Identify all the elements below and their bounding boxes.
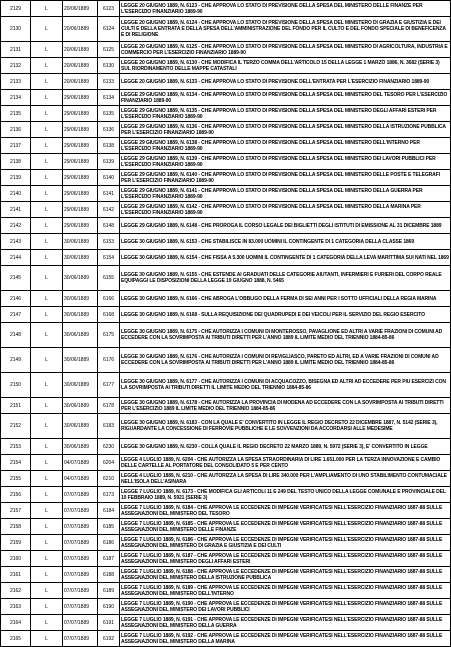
table-row xyxy=(1,535,451,551)
record-number: 2153 xyxy=(1,439,31,455)
record-description: LEGGE 7 LUGLIO 1889, N. 6184 - CHE APPROVA LE ECCEDENZE DI IMPEGNI VERIFICATESI NELL'ESERCIZIO FINANZIARIO 1887-88 SULLE ASSEGNAZIONI DEL MINISTERO DEL TESORO xyxy=(120,503,451,519)
table-row xyxy=(1,291,451,307)
record-reference: 6189 xyxy=(98,583,120,599)
record-type: L xyxy=(31,266,63,291)
record-description: LEGGE 20 GIUGNO 1889, N. 6124 - CHE APPROVA LO STATO DI PREVISIONE DELLA SPESA DEL MINISTERO DI GRAZIA E GIUSTIZIA E DEI CULTI E DELLA ENTRATA E DELLA SPESA DELL'AMMINISTRAZIONE DEL FONDO PER IL CULTO E DEL FONDO SPECIALE DI BENEFICENZA E DI RELIGIONE xyxy=(120,17,451,42)
record-date: 29/06/1889 xyxy=(63,138,98,154)
table-row xyxy=(1,503,451,519)
record-number: 2152 xyxy=(1,414,31,439)
record-date: 30/06/1889 xyxy=(63,414,98,439)
record-reference: 6175 xyxy=(98,323,120,348)
record-number: 2133 xyxy=(1,74,31,90)
record-number: 2150 xyxy=(1,373,31,398)
record-description: LEGGE 30 GIUGNO 1889, N. 6178 - CHE AUTORIZZA LA PROVINCIA DI MODENA AD ECCEDERE CON LA SOVRIMPOSTA AI TRIBUTI DIRETTI PER L'ESERCIZIO 1889 IL LIMITE MEDIO DEL TRIENNIO 1884-85-86 xyxy=(120,398,451,414)
record-type: L xyxy=(31,138,63,154)
record-description: LEGGE 29 GIUGNO 1889, N. 6136 - CHE APPROVA LO STATO DI PREVISIONE DELLA SPESA DEL MINISTERO DELLA ISTRUZIONE PUBBLICA PER L'ESERCIZIO FINANZIARIO 1889-90 xyxy=(120,122,451,138)
record-number: 2136 xyxy=(1,122,31,138)
record-description: LEGGE 30 GIUGNO 1889, N. 6175 - CHE AUTORIZZA I COMUNI DI MONTEROSSO, PAVAGLIONE ED ALTRI A VARIE FRAZIONI DI COMUNI AD ECCEDERE CON LA SOVRIMPOSTA AI TRIBUTI DIRETTI PER L'ANNO 1889 IL LIMITE MEDIO DEL TRIENNIO 1884-85-86 xyxy=(120,323,451,348)
record-reference: 6230 xyxy=(98,439,120,455)
table-row xyxy=(1,615,451,631)
record-reference: 6139 xyxy=(98,154,120,170)
record-type: L xyxy=(31,186,63,202)
record-reference: 6176 xyxy=(98,348,120,373)
record-number: 2149 xyxy=(1,348,31,373)
table-row xyxy=(1,42,451,58)
table-row xyxy=(1,439,451,455)
table-row xyxy=(1,90,451,106)
record-date: 29/06/1889 xyxy=(63,122,98,138)
record-date: 30/06/1889 xyxy=(63,373,98,398)
record-description: LEGGE 30 GIUGNO 1889, N. 6154 - CHE FISSA A 5.300 UOMINI IL CONTINGENTE DI 1 CATEGORIA DELLA LEVA MARITTIMA SUI NATI NEL 1869 xyxy=(120,250,451,266)
record-date: 07/07/1889 xyxy=(63,599,98,615)
record-reference: 6138 xyxy=(98,138,120,154)
record-number: 2131 xyxy=(1,42,31,58)
record-date: 07/07/1889 xyxy=(63,583,98,599)
table-row xyxy=(1,202,451,218)
record-number: 2138 xyxy=(1,154,31,170)
table-row xyxy=(1,154,451,170)
record-date: 29/06/1889 xyxy=(63,218,98,234)
record-number: 2142 xyxy=(1,218,31,234)
record-description: LEGGE 7 LUGLIO 1889, N. 6190 - CHE APPROVA LE ECCEDENZE DI IMPEGNI VERIFICATESI NELL'ESERCIZIO FINANZIARIO 1887-88 SULLE ASSEGNAZIONI DEL MINISTERO DEI LAVORI PUBBLICI xyxy=(120,599,451,615)
record-description: LEGGE 7 LUGLIO 1889, N. 6192 - CHE APPROVA LE ECCEDENZE DI IMPEGNI VERIFICATESI NELL'ESERCIZIO FINANZIARIO 1887-88 SULLE ASSEGNAZIONI DEL MINISTERO DELLA MARINA xyxy=(120,631,451,647)
record-date: 07/07/1889 xyxy=(63,615,98,631)
record-description: LEGGE 29 GIUGNO 1889, N. 6139 - CHE APPROVA LO STATO DI PREVISIONE DELLA SPESA DEL MINISTERO DEI LAVORI PUBBLICI PER L'ESERCIZIO FINANZIARIO 1889-90 xyxy=(120,154,451,170)
record-number: 2144 xyxy=(1,250,31,266)
record-number: 2165 xyxy=(1,631,31,647)
record-type: L xyxy=(31,414,63,439)
record-reference: 6155 xyxy=(98,266,120,291)
table-row xyxy=(1,234,451,250)
record-date: 07/07/1889 xyxy=(63,519,98,535)
table-row xyxy=(1,373,451,398)
record-type: L xyxy=(31,106,63,122)
record-type: L xyxy=(31,487,63,503)
record-number: 2132 xyxy=(1,58,31,74)
record-reference: 6141 xyxy=(98,186,120,202)
record-number: 2141 xyxy=(1,202,31,218)
record-type: L xyxy=(31,250,63,266)
record-reference: 6142 xyxy=(98,202,120,218)
record-date: 04/07/1889 xyxy=(63,455,98,471)
record-type: L xyxy=(31,42,63,58)
record-number: 2157 xyxy=(1,503,31,519)
record-number: 2162 xyxy=(1,583,31,599)
record-description: LEGGE 30 GIUGNO 1889, N. 6168 - SULLA REQUISIZIONE DEI QUADRUPEDI E DEI VEICOLI PER IL SERVIZIO DEL REGIO ESERCITO xyxy=(120,307,451,323)
record-date: 07/07/1889 xyxy=(63,551,98,567)
record-description: LEGGE 30 GIUGNO 1889, N. 6153 - CHE STABILISCE IN 83.000 UOMINI IL CONTINGENTE DI 1 CATEGORIA DELLA CLASSE 1869 xyxy=(120,234,451,250)
record-reference: 6187 xyxy=(98,551,120,567)
table-row xyxy=(1,307,451,323)
record-reference: 6154 xyxy=(98,250,120,266)
record-number: 2135 xyxy=(1,106,31,122)
record-number: 2139 xyxy=(1,170,31,186)
record-type: L xyxy=(31,291,63,307)
table-row xyxy=(1,398,451,414)
record-number: 2154 xyxy=(1,455,31,471)
record-date: 30/06/1889 xyxy=(63,291,98,307)
record-number: 2146 xyxy=(1,291,31,307)
table-row xyxy=(1,487,451,503)
table-row xyxy=(1,1,451,17)
record-number: 2129 xyxy=(1,1,31,17)
record-description: LEGGE 7 LUGLIO 1889, N. 6189 - CHE APPROVA LE ECCEDENZE DI IMPEGNI VERIFICATESI NELL'ESERCIZIO FINANZIARIO 1887-88 SULLE ASSEGNAZIONI DEL MINISTERO DELL'INTERNO xyxy=(120,583,451,599)
record-date: 30/06/1889 xyxy=(63,307,98,323)
table-row xyxy=(1,186,451,202)
record-date: 20/06/1889 xyxy=(63,17,98,42)
record-reference: 6184 xyxy=(98,503,120,519)
record-reference: 6190 xyxy=(98,599,120,615)
record-number: 2137 xyxy=(1,138,31,154)
record-description: LEGGE 30 GIUGNO 1889, N. 6230 - COLLA QUALE IL REGIO DECRETO 22 MARZO 1889, N. 5972 (SERIE 3), E' CONVERTITO IN LEGGE xyxy=(120,439,451,455)
record-number: 2160 xyxy=(1,551,31,567)
record-number: 2140 xyxy=(1,186,31,202)
table-row xyxy=(1,323,451,348)
table-row xyxy=(1,170,451,186)
record-type: L xyxy=(31,58,63,74)
table-row xyxy=(1,74,451,90)
record-reference: 6168 xyxy=(98,307,120,323)
record-description: LEGGE 7 LUGLIO 1889, N. 6185 - CHE APPROVA LE ECCEDENZE DI IMPEGNI VERIFICATESI NELL'ESERCIZIO FINANZIARIO 1887-88 SULLE ASSEGNAZIONI DEL MINISTERO DELLE FINANZE xyxy=(120,519,451,535)
record-number: 2156 xyxy=(1,487,31,503)
record-reference: 6134 xyxy=(98,90,120,106)
table-row xyxy=(1,58,451,74)
record-description: LEGGE 7 LUGLIO 1889, N. 6187 - CHE APPROVA LE ECCEDENZE DI IMPEGNI VERIFICATESI NELL'ESERCIZIO FINANZIARIO 1887-88 SULLE ASSEGNAZIONI DEL MINISTERO DEGLI AFFARI ESTERI xyxy=(120,551,451,567)
record-number: 2158 xyxy=(1,519,31,535)
table-row xyxy=(1,348,451,373)
record-type: L xyxy=(31,398,63,414)
record-description: LEGGE 30 GIUGNO 1889, N. 6177 - CHE AUTORIZZA I COMUNI DI ACQUACOZZO, BISEGNA ED ALTRI AD ECCEDERE PER PIU ESERCIZI CON LA SOVRIMPOSTA AI TRIBUTI DIRETTI IL LIMITE MEDIO DEL TRIENNIO 1884-85-86 xyxy=(120,373,451,398)
record-type: L xyxy=(31,218,63,234)
record-reference: 6210 xyxy=(98,471,120,487)
record-date: 30/06/1889 xyxy=(63,250,98,266)
record-type: L xyxy=(31,202,63,218)
record-reference: 6192 xyxy=(98,631,120,647)
record-reference: 6177 xyxy=(98,373,120,398)
record-date: 29/06/1889 xyxy=(63,154,98,170)
table-row xyxy=(1,414,451,439)
table-row xyxy=(1,122,451,138)
record-description: LEGGE 30 GIUGNO 1889, N. 6176 - CHE AUTORIZZA I COMUNI DI REVIGLIASCO, PARETO ED ALTRI, ED A VARIE FRAZIONI DI COMUNI AD ECCEDERE CON LA SOVRIMPOSTA AI TRIBUTI DIRETTI PER L'ANNO 1889 IL LIMITE MEDIO DEL TRIENNIO 1884-85-86 xyxy=(120,348,451,373)
record-date: 20/06/1889 xyxy=(63,1,98,17)
record-date: 20/06/1889 xyxy=(63,58,98,74)
record-type: L xyxy=(31,583,63,599)
record-number: 2163 xyxy=(1,599,31,615)
record-date: 07/07/1889 xyxy=(63,631,98,647)
record-reference: 6133 xyxy=(98,74,120,90)
table-row xyxy=(1,567,451,583)
table-row xyxy=(1,599,451,615)
legislation-table-body xyxy=(1,1,451,647)
table-row xyxy=(1,218,451,234)
record-type: L xyxy=(31,17,63,42)
table-row xyxy=(1,138,451,154)
record-reference: 6130 xyxy=(98,58,120,74)
record-number: 2130 xyxy=(1,17,31,42)
record-description: LEGGE 29 GIUGNO 1889, N. 6134 - CHE APPROVA LO STATO DI PREVISIONE DELLA SPESA DEL MINISTERO DEL TESORO PER L'ESERCIZIO FINANZIARIO 1889-90 xyxy=(120,90,451,106)
record-reference: 6125 xyxy=(98,42,120,58)
record-type: L xyxy=(31,471,63,487)
table-row xyxy=(1,583,451,599)
record-description: LEGGE 20 GIUGNO 1889, N. 6123 - CHE APPROVA LO STATO DI PREVISIONE DELLA SPESA DEL MINISTERO DELLE FINANZE PER L'ESERCIZIO FINANZIARIO 1889-90 xyxy=(120,1,451,17)
record-type: L xyxy=(31,90,63,106)
record-description: LEGGE 4 LUGLIO 1889, N. 6210 - CHE AUTORIZZA LA SPESA DI LIRE 340.000 PER L'AMPLIAMENTO DI UNO STABILIMENTO CONTUMACIALE NELL'ISOLA DELL'ASINARA xyxy=(120,471,451,487)
record-description: LEGGE 7 LUGLIO 1889, N. 6186 - CHE APPROVA LE ECCEDENZE DI IMPEGNI VERIFICATESI NELL'ESERCIZIO FINANZIARIO 1887-88 SULLE ASSEGNAZIONI DEL MINISTERO DI GRAZIA E GIUSTIZIA E DEI CULTI xyxy=(120,535,451,551)
record-description: LEGGE 7 LUGLIO 1889, N. 6173 - CHE MODIFICA GLI ARTICOLI 11 E 249 DEL TESTO UNICO DELLA LEGGE COMUNALE E PROVINCIALE DEL 10 FEBBRAIO 1889, N. 5921 (SERIE 3) xyxy=(120,487,451,503)
record-description: LEGGE 30 GIUGNO 1889, N. 6183 - CON LA QUALE E' CONVERTITO IN LEGGE IL REGIO DECRETO 22 DICEMBRE 1887, N. 5142 (SERIE 3), RIGUARDANTE LA CONCESSIONE DI FERROVIE PUBBLICHE E LE SOVVENZIONI DA ACCORDARSI ALLE MEDESIME xyxy=(120,414,451,439)
record-date: 20/06/1889 xyxy=(63,42,98,58)
table-row xyxy=(1,17,451,42)
record-description: LEGGE 7 LUGLIO 1889, N. 6191 - CHE APPROVA LE ECCEDENZE DI IMPEGNI VERIFICATESI NELL'ESERCIZIO FINANZIARIO 1887-88 SULLE ASSEGNAZIONI DEL MINISTERO DELLA GUERRA xyxy=(120,615,451,631)
record-date: 30/06/1889 xyxy=(63,398,98,414)
record-description: LEGGE 7 LUGLIO 1889, N. 6188 - CHE APPROVA LE ECCEDENZE DI IMPEGNI VERIFICATESI NELL'ESERCIZIO FINANZIARIO 1887-88 SULLE ASSEGNAZIONI DEL MINISTERO DELLA ISTRUZIONE PUBBLICA xyxy=(120,567,451,583)
record-date: 20/06/1889 xyxy=(63,74,98,90)
record-type: L xyxy=(31,307,63,323)
record-type: L xyxy=(31,323,63,348)
record-description: LEGGE 29 GIUGNO 1889, N. 6142 - CHE APPROVA LO STATO DI PREVISIONE DELLA SPESA DEL MINISTERO DELLA MARINA PER L'ESERCIZIO FINANZIARIO 1889-90 xyxy=(120,202,451,218)
record-reference: 6166 xyxy=(98,291,120,307)
record-number: 2134 xyxy=(1,90,31,106)
record-date: 29/06/1889 xyxy=(63,106,98,122)
record-type: L xyxy=(31,373,63,398)
record-date: 04/07/1889 xyxy=(63,471,98,487)
record-number: 2159 xyxy=(1,535,31,551)
record-type: L xyxy=(31,74,63,90)
record-type: L xyxy=(31,551,63,567)
table-row xyxy=(1,106,451,122)
record-type: L xyxy=(31,599,63,615)
record-date: 07/07/1889 xyxy=(63,567,98,583)
record-description: LEGGE 29 GIUGNO 1889, N. 6148 - CHE PROROGA IL CORSO LEGALE DEI BIGLIETTI DEGLI ISTITUTI DI EMISSIONE AL 31 DICEMBRE 1889 xyxy=(120,218,451,234)
record-description: LEGGE 29 GIUGNO 1889, N. 6138 - CHE APPROVA LO STATO DI PREVISIONE DELLA SPESA DEL MINISTERO DELL'INTERNO PER L'ESERCIZIO FINANZIARIO 1889-90 xyxy=(120,138,451,154)
record-type: L xyxy=(31,503,63,519)
record-reference: 6153 xyxy=(98,234,120,250)
record-type: L xyxy=(31,170,63,186)
record-type: L xyxy=(31,615,63,631)
record-type: L xyxy=(31,348,63,373)
record-reference: 6136 xyxy=(98,122,120,138)
record-reference: 6148 xyxy=(98,218,120,234)
record-description: LEGGE 29 GIUGNO 1889, N. 6141 - CHE APPROVA LO STATO DI PREVISIONE DELLA SPESA DEL MINISTERO DELLA GUERRA PER L'ESERCIZIO FINANZIARIO 1889-90 xyxy=(120,186,451,202)
record-number: 2145 xyxy=(1,266,31,291)
record-date: 29/06/1889 xyxy=(63,202,98,218)
record-date: 30/06/1889 xyxy=(63,234,98,250)
record-date: 30/06/1889 xyxy=(63,323,98,348)
table-row xyxy=(1,551,451,567)
record-number: 2155 xyxy=(1,471,31,487)
record-type: L xyxy=(31,455,63,471)
record-reference: 6123 xyxy=(98,1,120,17)
record-reference: 6173 xyxy=(98,487,120,503)
record-date: 29/06/1889 xyxy=(63,186,98,202)
record-reference: 6191 xyxy=(98,615,120,631)
record-date: 07/07/1889 xyxy=(63,487,98,503)
record-type: L xyxy=(31,234,63,250)
record-type: L xyxy=(31,535,63,551)
record-description: LEGGE 20 GIUGNO 1889, N. 6130 - CHE MODIFICA IL TERZO COMMA DELL'ARTICOLO 15 DELLA LEGGE 1 MARZO 1886, N. 3682 (SERIE 3) SUL RIORDINAMENTO DELLE MAPPE CATASTALI xyxy=(120,58,451,74)
record-type: L xyxy=(31,154,63,170)
record-type: L xyxy=(31,519,63,535)
record-type: L xyxy=(31,631,63,647)
record-date: 29/06/1889 xyxy=(63,170,98,186)
table-row xyxy=(1,631,451,647)
record-reference: 6188 xyxy=(98,567,120,583)
record-date: 07/07/1889 xyxy=(63,535,98,551)
record-description: LEGGE 4 LUGLIO 1889, N. 6204 - CHE AUTORIZZA LA SPESA STRAORDINARIA DI LIRE 1.651.000 PER LA TERZA INNOVAZIONE E CAMBIO DELLE CARTELLE AL PORTATORE DEL CONSOLIDATO 5 E PER CENTO xyxy=(120,455,451,471)
record-type: L xyxy=(31,122,63,138)
record-number: 2148 xyxy=(1,323,31,348)
record-reference: 6204 xyxy=(98,455,120,471)
record-description: LEGGE 30 GIUGNO 1889, N. 6166 - CHE ABROGA L'OBBLIGO DELLA FERMA DI SEI ANNI PER I SOTTO UFFICIALI DELLA REGIA MARINA xyxy=(120,291,451,307)
table-row xyxy=(1,519,451,535)
record-number: 2151 xyxy=(1,398,31,414)
record-date: 30/06/1889 xyxy=(63,266,98,291)
record-reference: 6186 xyxy=(98,535,120,551)
record-number: 2143 xyxy=(1,234,31,250)
record-number: 2164 xyxy=(1,615,31,631)
record-reference: 6185 xyxy=(98,519,120,535)
record-description: LEGGE 20 GIUGNO 1889, N. 6125 - CHE APPROVA LO STATO DI PREVISIONE DELLA SPESA DEL MINISTERO DI AGRICOLTURA, INDUSTRIA E COMMERCIO PER L'ESERCIZIO FINANZIARIO 1889-90 xyxy=(120,42,451,58)
record-date: 07/07/1889 xyxy=(63,503,98,519)
record-description: LEGGE 29 GIUGNO 1889, N. 6140 - CHE APPROVA LO STATO DI PREVISIONE DELLA SPESA DEL MINISTERO DELLE POSTE E TELEGRAFI PER L'ESERCIZIO FINANZIARIO 1889-90 xyxy=(120,170,451,186)
record-reference: 6183 xyxy=(98,414,120,439)
record-date: 29/06/1889 xyxy=(63,90,98,106)
table-row xyxy=(1,250,451,266)
record-description: LEGGE 30 GIUGNO 1889, N. 6155 - CHE ESTENDE AI GRADUATI DELLE CATEGORIE AIUTANTI, INFERMIERI E FURIERI DEL CORPO REALE EQUIPAGGI LE DISPOSIZIONI DELLA LEGGE 19 GIUGNO 1888, N. 5465 xyxy=(120,266,451,291)
table-row xyxy=(1,266,451,291)
record-reference: 6135 xyxy=(98,106,120,122)
table-row xyxy=(1,455,451,471)
record-type: L xyxy=(31,1,63,17)
record-date: 30/06/1889 xyxy=(63,439,98,455)
record-reference: 6178 xyxy=(98,398,120,414)
table-row xyxy=(1,471,451,487)
record-reference: 6140 xyxy=(98,170,120,186)
record-description: LEGGE 29 GIUGNO 1889, N. 6135 - CHE APPROVA LO STATO DI PREVISIONE DELLA SPESA DEL MINISTERO DEGLI AFFARI ESTERI PER L'ESERCIZIO FINANZIARIO 1889-90 xyxy=(120,106,451,122)
record-type: L xyxy=(31,567,63,583)
record-type: L xyxy=(31,439,63,455)
record-date: 30/06/1889 xyxy=(63,348,98,373)
record-number: 2161 xyxy=(1,567,31,583)
record-description: LEGGE 20 GIUGNO 1889, N. 6133 - CHE APPROVA LO STATO DI PREVISIONE DELL'ENTRATA PER L'ESERCIZIO FINANZIARIO 1889-90 xyxy=(120,74,451,90)
record-number: 2147 xyxy=(1,307,31,323)
record-reference: 6124 xyxy=(98,17,120,42)
